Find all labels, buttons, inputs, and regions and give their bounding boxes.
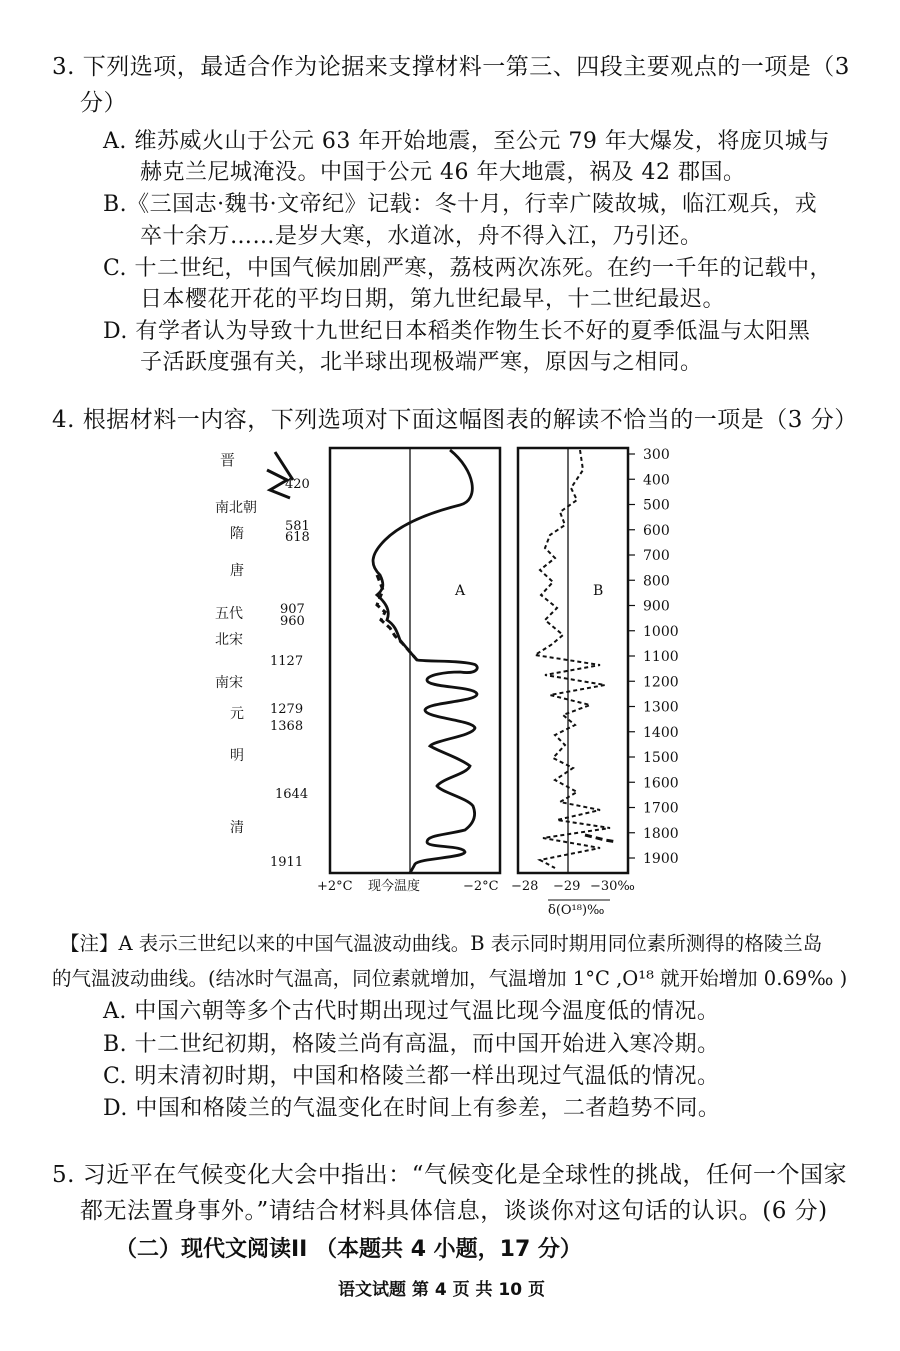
axis-a-mid-label: 现今温度 xyxy=(368,879,421,894)
year-label: 420 xyxy=(285,477,310,492)
section-title: （二）现代文阅读II （本题共 4 小题，17 分） xyxy=(115,1237,582,1262)
q3-option-c-line2: 日本樱花开花的平均日期，第九世纪最早，十二世纪最迟。 xyxy=(140,287,726,312)
right-axis-label: 1300 xyxy=(643,699,679,716)
q5-line1: 5. 习近平在气候变化大会中指出：“气候变化是全球性的挑战，任何一个国家 xyxy=(52,1162,848,1188)
dynasty-label: 北宋 xyxy=(215,632,243,648)
q4-option-d: D. 中国和格陵兰的气温变化在时间上有参差，二者趋势不同。 xyxy=(103,1096,721,1121)
q4-option-c: C. 明末清初时期，中国和格陵兰都一样出现过气温低的情况。 xyxy=(103,1064,720,1089)
axis-b-tick-label: −30‰ xyxy=(590,879,635,894)
right-axis-label: 1600 xyxy=(643,775,679,792)
q4-option-a: A. 中国六朝等多个古代时期出现过气温比现今温度低的情况。 xyxy=(103,999,720,1024)
temperature-figure xyxy=(205,440,705,920)
q3-option-a-line1: A. 维苏威火山于公元 63 年开始地震，至公元 79 年大爆发，将庞贝城与 xyxy=(103,129,830,154)
q4-option-b: B. 十二世纪初期，格陵兰尚有高温，而中国开始进入寒冷期。 xyxy=(103,1032,720,1057)
axis-b-title: δ(O¹⁸)‰ xyxy=(548,903,605,918)
axis-b-tick-label: −28 xyxy=(511,879,539,894)
curve-b xyxy=(535,450,610,868)
dynasty-label: 南北朝 xyxy=(215,500,257,516)
curve-a xyxy=(373,450,477,873)
axis-a-left-label: +2°C xyxy=(317,879,353,894)
q3-option-b-line1: B.《三国志·魏书·文帝纪》记载：冬十月，行幸广陵故城，临江观兵，戎 xyxy=(103,192,818,217)
right-axis-label: 1200 xyxy=(643,674,679,691)
right-axis-label: 1900 xyxy=(643,851,679,867)
dynasty-label: 唐 xyxy=(230,563,244,579)
year-label: 1644 xyxy=(275,787,309,802)
q4-note-line2: 的气温波动曲线。(结冰时气温高，同位素就增加，气温增加 1°C ,O¹⁸ 就开始增加 0.69‰ ) xyxy=(52,967,848,990)
q3-option-d-line2: 子活跃度强有关，北半球出现极端严寒，原因与之相同。 xyxy=(140,350,703,375)
page-footer: 语文试题 第 4 页 共 10 页 xyxy=(338,1280,545,1300)
year-label: 618 xyxy=(285,530,310,545)
curve-b-tail-mark xyxy=(585,835,617,842)
year-label: 907 xyxy=(280,602,305,617)
right-axis-label: 900 xyxy=(643,598,670,615)
right-axis-label: 1500 xyxy=(643,750,679,766)
right-axis-label: 1800 xyxy=(643,825,679,842)
dynasty-label: 五代 xyxy=(215,606,243,622)
q5-line2: 都无法置身事外。”请结合材料具体信息，谈谈你对这句话的认识。(6 分) xyxy=(80,1198,828,1224)
year-label: 1368 xyxy=(270,719,304,734)
axis-b-tick-label: −29 xyxy=(553,879,581,894)
right-axis-label: 600 xyxy=(643,522,670,539)
year-label: 1911 xyxy=(270,855,304,870)
q3-option-b-line2: 卒十余万……是岁大寒，水道冰，舟不得入江，乃引还。 xyxy=(140,224,703,249)
dynasty-label: 清 xyxy=(230,820,244,836)
right-axis-label: 1400 xyxy=(643,724,679,741)
year-label: 960 xyxy=(280,614,305,629)
dynasty-label: 晋 xyxy=(220,451,236,469)
dynasty-label: 明 xyxy=(230,748,244,764)
right-axis-label: 300 xyxy=(643,447,670,463)
right-axis-label: 400 xyxy=(643,472,670,489)
right-axis-label: 500 xyxy=(643,497,670,514)
dynasty-label: 南宋 xyxy=(215,675,243,691)
q4-note-line1: 【注】A 表示三世纪以来的中国气温波动曲线。B 表示同时期用同位素所测得的格陵兰岛 xyxy=(60,932,823,955)
curve-a-dashed xyxy=(377,575,417,660)
year-label: 1279 xyxy=(270,702,304,717)
right-axis-label: 1700 xyxy=(643,800,679,817)
q3-stem-line1: 3. 下列选项，最适合作为论据来支撑材料一第三、四段主要观点的一项是（3 xyxy=(52,54,850,80)
q3-option-d-line1: D. 有学者认为导致十九世纪日本稻类作物生长不好的夏季低温与太阳黑 xyxy=(103,319,811,344)
right-axis-label: 700 xyxy=(643,548,670,564)
q3-stem-line2: 分） xyxy=(80,90,127,116)
dynasty-label: 隋 xyxy=(230,526,244,542)
q4-stem: 4. 根据材料一内容，下列选项对下面这幅图表的解读不恰当的一项是（3 分） xyxy=(52,407,858,433)
dynasty-label: 元 xyxy=(230,706,244,722)
right-axis-label: 1100 xyxy=(643,649,679,665)
right-axis xyxy=(628,447,679,867)
q3-option-a-line2: 赫克兰尼城淹没。中国于公元 46 年大地震，祸及 42 郡国。 xyxy=(140,160,746,185)
panel-a-label: A xyxy=(455,583,466,599)
right-axis-label: 800 xyxy=(643,573,670,590)
q3-option-c-line1: C. 十二世纪，中国气候加剧严寒，荔枝两次冻死。在约一千年的记载中， xyxy=(103,256,833,281)
year-label: 581 xyxy=(285,519,310,534)
right-axis-label: 1000 xyxy=(643,623,679,640)
year-label: 1127 xyxy=(270,654,304,669)
panel-b-label: B xyxy=(593,583,604,599)
axis-a-right-label: −2°C xyxy=(463,879,499,894)
